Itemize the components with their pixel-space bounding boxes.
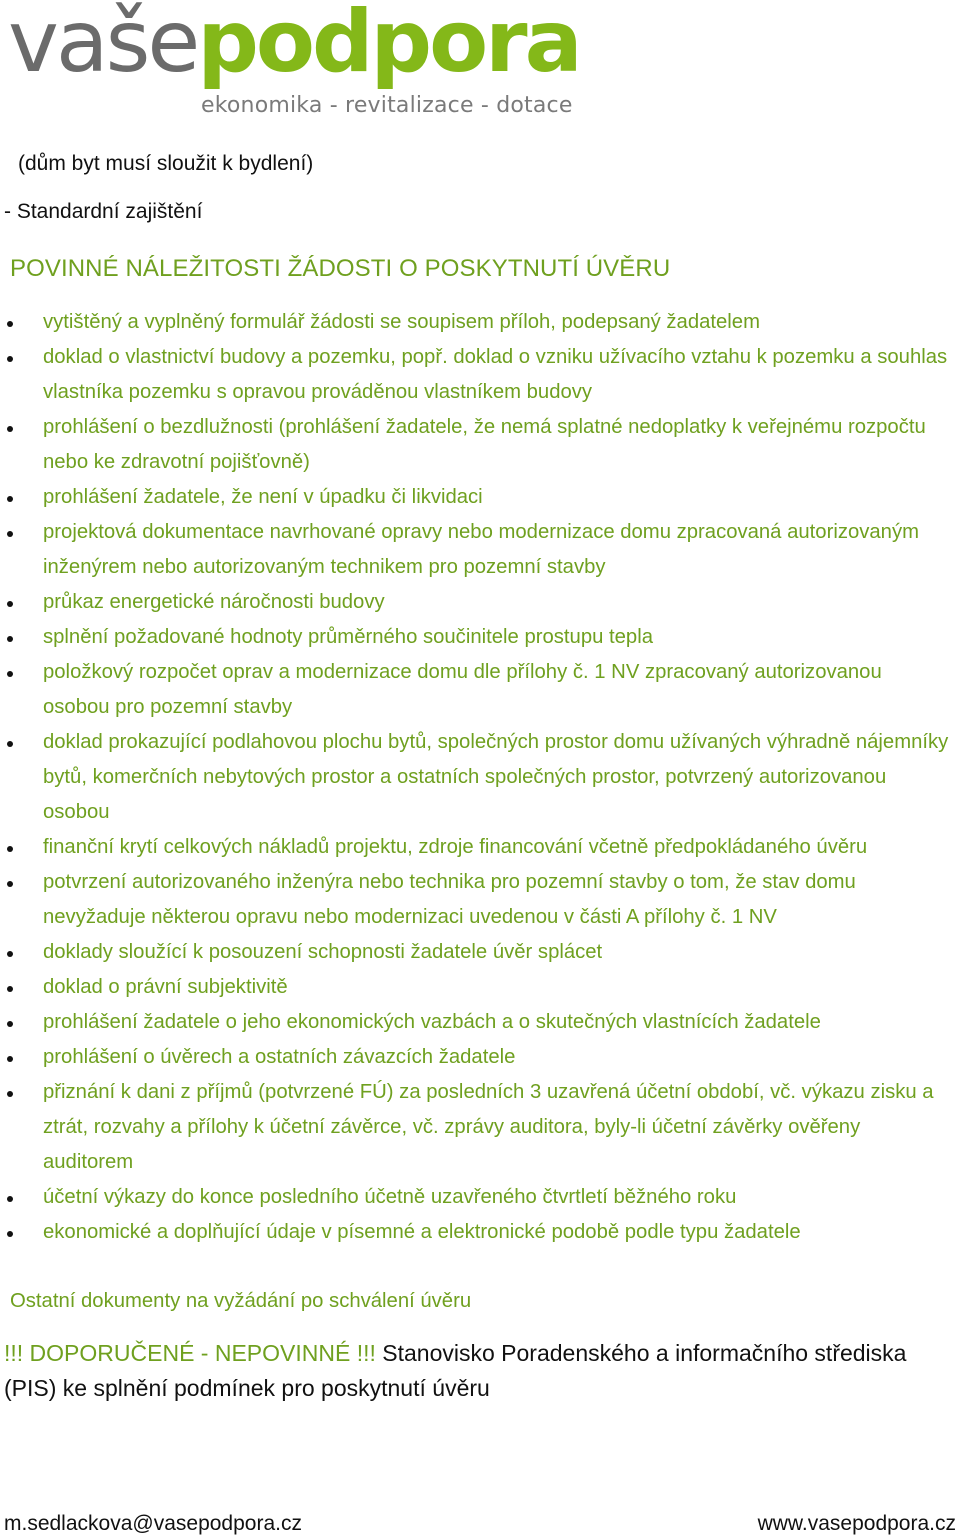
requirement-item: potvrzení autorizovaného inženýra nebo technika pro pozemní stavby o tom, že stav domu nevyžaduje některou opravu nebo modernizaci uvedenou v části A přílohy č. 1 NV xyxy=(0,865,960,935)
footer-website: www.vasepodpora.cz xyxy=(757,1512,956,1535)
requirement-item: ekonomické a doplňující údaje v písemné a elektronické podobě podle typu žadatele xyxy=(0,1215,960,1250)
requirement-item: prohlášení o bezdlužnosti (prohlášení žadatele, že nemá splatné nedoplatky k veřejnému rozpočtu nebo ke zdravotní pojišťovně) xyxy=(0,410,960,480)
requirement-item: doklady sloužící k posouzení schopnosti žadatele úvěr splácet xyxy=(0,935,960,970)
requirements-list xyxy=(0,305,960,1250)
requirement-item: vytištěný a vyplněný formulář žádosti se soupisem příloh, podepsaný žadatelem xyxy=(0,305,960,340)
requirement-item: účetní výkazy do konce posledního účetně uzavřeného čtvrtletí běžného roku xyxy=(0,1180,960,1215)
requirement-item: finanční krytí celkových nákladů projektu, zdroje financování včetně předpokládaného úvěru xyxy=(0,830,960,865)
recommendation-text: Stanovisko Poradenského a informačního střediska (PIS) ke splnění podmínek pro poskytnutí úvěru xyxy=(4,1340,907,1401)
requirement-item: položkový rozpočet oprav a modernizace domu dle přílohy č. 1 NV zpracovaný autorizovanou osobou pro pozemní stavby xyxy=(0,655,960,725)
intro-note: (dům byt musí sloužit k bydlení) xyxy=(18,152,314,175)
intro-security: - Standardní zajištění xyxy=(4,200,203,223)
requirement-item: prohlášení žadatele, že není v úpadku či likvidaci xyxy=(0,480,960,515)
recommendation-label: !!! DOPORUČENÉ - NEPOVINNÉ !!! xyxy=(4,1340,376,1366)
logo-tagline: ekonomika - revitalizace - dotace xyxy=(201,93,573,118)
requirement-item: doklad prokazující podlahovou plochu bytů, společných prostor domu užívaných výhradně nájemníky bytů, komerčních nebytových prostor a ostatních společných prostor, potvrzený autorizovanou osobou xyxy=(0,725,960,830)
requirement-item: prohlášení o úvěrech a ostatních závazcích žadatele xyxy=(0,1040,960,1075)
requirement-item: projektová dokumentace navrhované opravy nebo modernizace domu zpracovaná autorizovaným inženýrem nebo autorizovaným technikem pro pozemní stavby xyxy=(0,515,960,585)
requirement-item: přiznání k dani z příjmů (potvrzené FÚ) za posledních 3 uzavřená účetní období, vč. výkazu zisku a ztrát, rozvahy a přílohy k účetní závěrce, vč. zprávy auditora, byly-li účetní závěrky ověřeny auditorem xyxy=(0,1075,960,1180)
other-documents-note: Ostatní dokumenty na vyžádání po schválení úvěru xyxy=(10,1290,472,1312)
requirement-item: průkaz energetické náročnosti budovy xyxy=(0,585,960,620)
logo-wordmark xyxy=(8,0,580,92)
logo-word-part1: vaše xyxy=(8,0,198,92)
footer-email: m.sedlackova@vasepodpora.cz xyxy=(4,1512,302,1535)
requirement-item: prohlášení žadatele o jeho ekonomických vazbách a o skutečných vlastnících žadatele xyxy=(0,1005,960,1040)
section-title: POVINNÉ NÁLEŽITOSTI ŽÁDOSTI O POSKYTNUTÍ ÚVĚRU xyxy=(10,255,671,282)
company-logo xyxy=(8,0,580,120)
logo-word-part2: podpora xyxy=(197,0,580,92)
recommendation xyxy=(4,1336,944,1406)
requirement-item: splnění požadované hodnoty průměrného součinitele prostupu tepla xyxy=(0,620,960,655)
requirement-item: doklad o právní subjektivitě xyxy=(0,970,960,1005)
requirement-item: doklad o vlastnictví budovy a pozemku, popř. doklad o vzniku užívacího vztahu k pozemku a souhlas vlastníka pozemku s opravou prováděnou vlastníkem budovy xyxy=(0,340,960,410)
